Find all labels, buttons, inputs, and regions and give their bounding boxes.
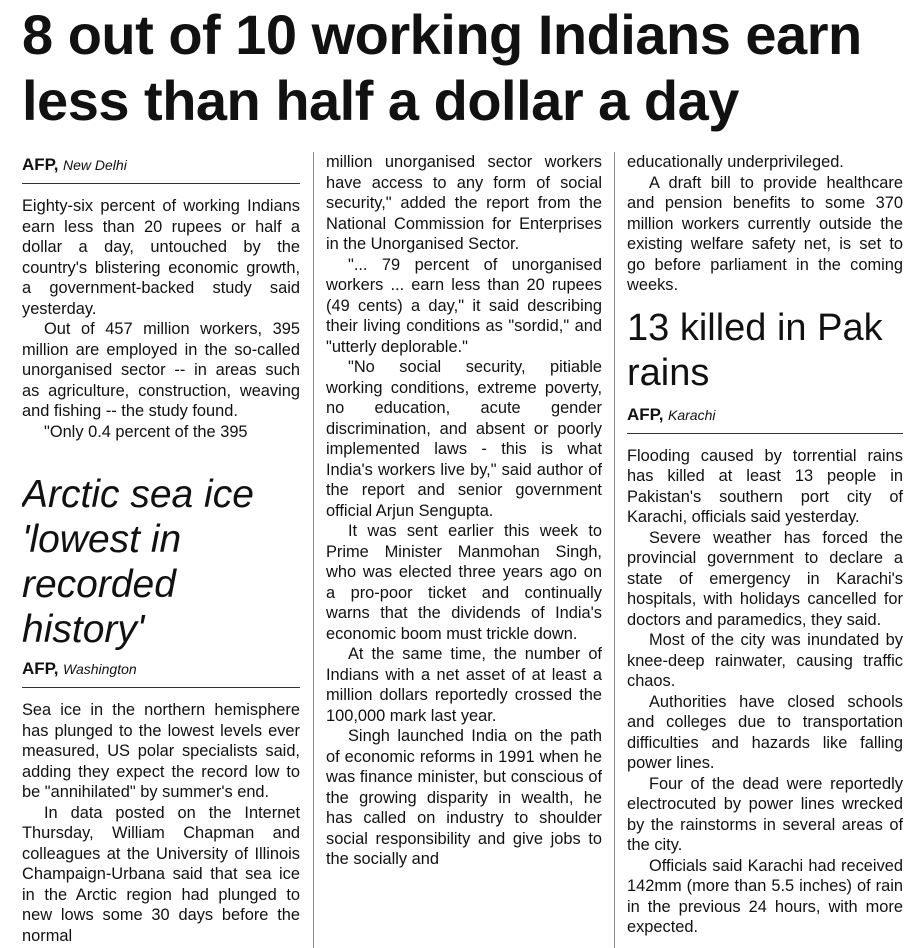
story2-paragraph: Sea ice in the northern hemisphere has plunged to the lowest levels ever measured, US polar specialists said, adding they expect the record low to be "annihilated" by summer's end. <box>22 701 300 801</box>
story3-headline: 13 killed in Pak rains <box>627 306 883 394</box>
story1-paragraph: Eighty-six percent of working Indians earn less than 20 rupees or half a dollar a day, untouched by the country's blistering economic growth, a government-backed study said yesterday. <box>22 197 300 318</box>
byline-rule <box>22 687 300 688</box>
byline-agency: AFP, <box>22 155 59 174</box>
column-2 <box>326 152 602 948</box>
story1-paragraph: A draft bill to provide healthcare and pension benefits to some 370 million workers currently outside the existing welfare safety net, is set to go before parliament in the coming weeks. <box>627 173 903 294</box>
story1-byline <box>22 154 300 177</box>
story1-paragraph: "Only 0.4 percent of the 395 <box>44 422 248 441</box>
story1-paragraph: At the same time, the number of Indians with a net asset of at least a million dollars reportedly crossed the 100,000 mark last year. <box>326 645 602 725</box>
story3-paragraph: Four of the dead were reportedly electrocuted by power lines wrecked by the rainstorms in several areas of the city. <box>627 774 903 854</box>
byline-rule <box>22 183 300 184</box>
story3-paragraph: Authorities have closed schools and colleges due to transportation difficulties and hazards like falling power lines. <box>627 692 903 772</box>
story3-paragraph: Flooding caused by torrential rains has killed at least 13 people in Pakistan's southern port city of Karachi, officials said yesterday. <box>627 446 903 526</box>
story1-paragraph: educationally underprivileged. <box>627 153 844 171</box>
byline-agency: AFP, <box>22 659 59 678</box>
story1-paragraph: Singh launched India on the path of economic reforms in 1991 when he was finance minister, but conscious of the growing disparity in wealth, he has called on industry to shoulder social responsibility and give jobs to the socially and <box>326 727 602 868</box>
column-1 <box>22 152 300 948</box>
byline-place: Karachi <box>668 406 716 423</box>
story3-byline <box>627 404 903 427</box>
story2-headline: Arctic sea ice 'lowest in recorded history' <box>22 473 254 651</box>
story1-paragraph: Out of 457 million workers, 395 million are employed in the so-called unorganised sector -- in areas such as agriculture, construction, weaving and fishing -- the study found. <box>22 320 300 420</box>
byline-place: New Delhi <box>63 157 127 173</box>
story1-paragraph: "No social security, pitiable working conditions, extreme poverty, no education, acute gender discrimination, and absent or poorly implemented laws - this is what India's workers live by," said author of the report and senior government official Arjun Sengupta. <box>326 358 602 520</box>
column-divider <box>614 152 615 948</box>
column-divider <box>313 152 314 948</box>
story2-byline <box>22 658 300 681</box>
story3-paragraph: Officials said Karachi had received 142mm (more than 5.5 inches) of rain in the previous 24 hours, with more expected. <box>627 856 903 936</box>
story3-paragraph: Severe weather has forced the provincial government to declare a state of emergency in Karachi's hospitals, with holidays cancelled for doctors and paramedics, they said. <box>627 528 903 629</box>
story1-paragraph: It was sent earlier this week to Prime Minister Manmohan Singh, who was elected three years ago on a pro-poor ticket and continually warns that the dividends of India's economic boom must trickle down. <box>326 522 602 643</box>
byline-agency: AFP, <box>627 404 664 424</box>
story1-paragraph: million unorganised sector workers have access to any form of social security," added the report from the National Commission for Enterprises in the Unorganised Sector. <box>326 153 602 253</box>
story1-paragraph: "... 79 percent of unorganised workers ... earn less than 20 rupees (49 cents) a day," it said describing their living conditions as "sordid," and "utterly deplorable." <box>326 255 602 356</box>
main-headline: 8 out of 10 working Indians earn less than half a dollar a day <box>22 3 862 132</box>
story3-paragraph: Most of the city was inundated by knee-deep rainwater, causing traffic chaos. <box>627 631 903 690</box>
column-3 <box>627 152 903 948</box>
byline-place: Washington <box>63 661 137 677</box>
story2-paragraph: In data posted on the Internet Thursday, William Chapman and colleagues at the University of Illinois Champaign-Urbana said that sea ice in the Arctic region had plunged to new lows some 30 days before the normal <box>22 803 300 945</box>
byline-rule <box>627 433 903 434</box>
